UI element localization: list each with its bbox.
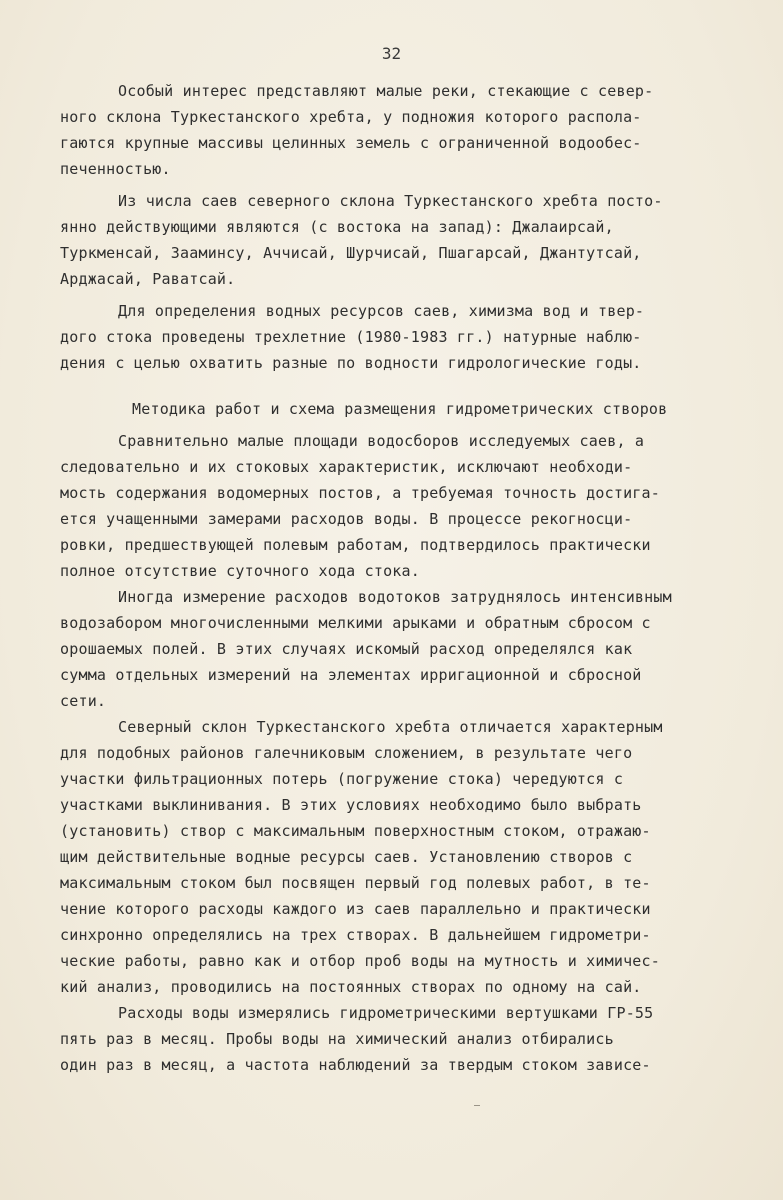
- text-line: (установить) створ с максимальным поверхностным стоком, отражаю-: [60, 822, 651, 840]
- text-line: чение которого расходы каждого из саев параллельно и практически: [60, 900, 651, 918]
- text-line: Особый интерес представляют малые реки, стекающие с север-: [118, 82, 654, 100]
- text-line: мость содержания водомерных постов, а требуемая точность достига-: [60, 484, 660, 502]
- text-line: участками выклинивания. В этих условиях необходимо было выбрать: [60, 796, 642, 814]
- text-line: водозабором многочисленными мелкими арыками и обратным сбросом с: [60, 614, 651, 632]
- text-line: Иногда измерение расходов водотоков затруднялось интенсивным: [118, 588, 672, 606]
- text-line: Из числа саев северного склона Туркестанского хребта посто-: [118, 192, 663, 210]
- text-line: сумма отдельных измерений на элементах ирригационной и сбросной: [60, 666, 642, 684]
- text-line: Северный склон Туркестанского хребта отличается характерным: [118, 718, 663, 736]
- text-line: орошаемых полей. В этих случаях искомый расход определялся как: [60, 640, 633, 658]
- text-line: ется учащенными замерами расходов воды. В процессе рекогносци-: [60, 510, 633, 528]
- text-line: пять раз в месяц. Пробы воды на химический анализ отбирались: [60, 1030, 614, 1048]
- paper-mark: [474, 1105, 480, 1106]
- text-line: участки фильтрационных потерь (погружение стока) чередуются с: [60, 770, 624, 788]
- text-line: Арджасай, Раватсай.: [60, 270, 236, 288]
- text-line: янно действующими являются (с востока на запад): Джалаирсай,: [60, 218, 614, 236]
- document-body: [60, 78, 750, 1078]
- text-line: щим действительные водные ресурсы саев. Установлению створов с: [60, 848, 633, 866]
- text-line: синхронно определялись на трех створах. В дальнейшем гидрометри-: [60, 926, 651, 944]
- text-line: гаются крупные массивы целинных земель с ограниченной водообес-: [60, 134, 642, 152]
- text-line: следовательно и их стоковых характеристик, исключают необходи-: [60, 458, 633, 476]
- text-line: кий анализ, проводились на постоянных створах по одному на сай.: [60, 978, 642, 996]
- text-line: Для определения водных ресурсов саев, химизма вод и твер-: [118, 302, 645, 320]
- text-line: дого стока проведены трехлетние (1980-1983 гг.) натурные наблю-: [60, 328, 642, 346]
- text-line: один раз в месяц, а частота наблюдений за твердым стоком зависе-: [60, 1056, 651, 1074]
- text-line: ровки, предшествующей полевым работам, подтвердилось практически: [60, 536, 651, 554]
- text-line: сети.: [60, 692, 107, 710]
- text-line: Туркменсай, Зааминсу, Аччисай, Шурчисай, Пшагарсай, Джантутсай,: [60, 244, 642, 262]
- section-heading: Методика работ и схема размещения гидрометрических створов: [132, 400, 668, 418]
- text-line: ческие работы, равно как и отбор проб воды на мутность и химичес-: [60, 952, 660, 970]
- text-line: максимальным стоком был посвящен первый год полевых работ, в те-: [60, 874, 651, 892]
- page-number: 32: [381, 44, 402, 63]
- text-line: печенностью.: [60, 160, 171, 178]
- text-line: дения с целью охватить разные по водности гидрологические годы.: [60, 354, 642, 372]
- text-line: Расходы воды измерялись гидрометрическими вертушками ГР-55: [118, 1004, 654, 1022]
- text-line: Сравнительно малые площади водосборов исследуемых саев, а: [118, 432, 645, 450]
- text-line: полное отсутствие суточного хода стока.: [60, 562, 420, 580]
- text-line: для подобных районов галечниковым сложением, в результате чего: [60, 744, 633, 762]
- text-line: ного склона Туркестанского хребта, у подножия которого распола-: [60, 108, 642, 126]
